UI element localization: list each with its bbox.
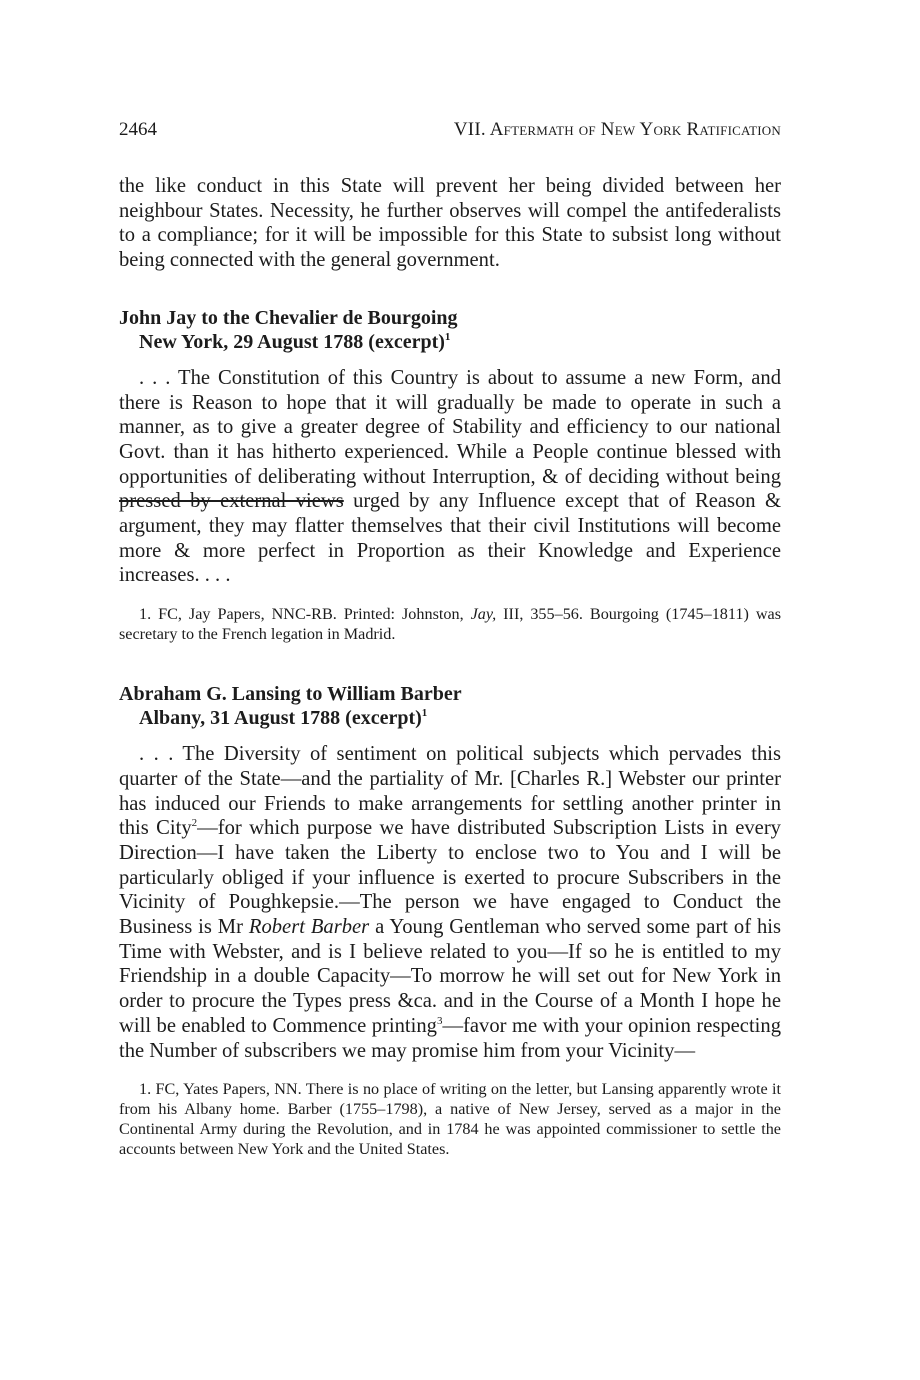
letter-heading-line1: John Jay to the Chevalier de Bourgoing bbox=[119, 306, 458, 329]
note-reference: 2 bbox=[191, 817, 198, 830]
letter-heading-line2 bbox=[119, 330, 781, 354]
letter-body bbox=[119, 742, 781, 1063]
letter-body-text: . . . The Diversity of sentiment on political subjects which pervades this quarter of the State—and the partiality of Mr. [Charles R.] Webster our printer has induced our Friends to make arrangements for settling another printer in this City bbox=[119, 743, 781, 840]
footnote-italic: Jay, bbox=[470, 605, 497, 624]
opening-paragraph-text: the like conduct in this State will prevent her being divided between her neighbour States. Necessity, he further observes will compel the antifederalists to a compliance; for it will be impossible for this State to subsist long without being connected with the general government. bbox=[119, 175, 781, 272]
page bbox=[119, 118, 781, 1159]
struck-text: pressed by external views bbox=[119, 490, 344, 513]
letter-lansing bbox=[119, 682, 781, 1159]
letter-jay bbox=[119, 306, 781, 644]
letter-heading bbox=[119, 306, 781, 354]
running-header bbox=[119, 118, 781, 142]
letter-body bbox=[119, 366, 781, 588]
italic-name: Robert Barber bbox=[248, 916, 370, 939]
page-number: 2464 bbox=[119, 119, 157, 140]
letter-heading-line2 bbox=[119, 706, 781, 730]
letter-body-text: a Young Gentleman who served some part of his Time with Webster, and is I believe related to you—If so he is entitled to my Friendship in a double Capacity—To morrow he will set out for New York in order to procure the Types press &ca. and in the Course of a Month I hope he will be enabled to Commence printing bbox=[119, 916, 781, 1037]
footnote-text: III, 355–56. Bourgoing (1745–1811) was secretary to the French legation in Madrid. bbox=[119, 605, 781, 644]
opening-paragraph bbox=[119, 174, 781, 273]
letter-heading-date: New York, 29 August 1788 (excerpt) bbox=[139, 330, 445, 353]
letter-body-text: —for which purpose we have distributed Subscription Lists in every Direction—I have taken the Liberty to enclose two to You and I will be particularly obliged if your influence is exerted to procure Subscribers in the Vicinity of Poughkepsie.—The person we have engaged to Conduct the Business is Mr bbox=[119, 817, 781, 939]
letter-heading-date: Albany, 31 August 1788 (excerpt) bbox=[139, 707, 422, 730]
letter-heading bbox=[119, 682, 781, 730]
note-reference: 1 bbox=[421, 707, 428, 720]
footnote bbox=[119, 604, 781, 644]
letter-heading-line1: Abraham G. Lansing to William Barber bbox=[119, 683, 462, 706]
footnote: 1. FC, Yates Papers, NN. There is no place of writing on the letter, but Lansing apparently wrote it from his Albany home. Barber (1755–1798), a native of New Jersey, served as a major in the Continental Army during the Revolution, and in 1784 he was appointed commissioner to settle the accounts between New York and the United States. bbox=[119, 1080, 781, 1159]
letter-body-text: . . . The Constitution of this Country is about to assume a new Form, and there is Reason to hope that it will gradually be made to operate in such a manner, as to give a greater degree of Stability and efficiency to our national Govt. than it has hitherto experienced. While a People continue blessed with opportunities of deliberating without Interruption, & of deciding without being bbox=[119, 366, 781, 488]
footnote-text: 1. FC, Jay Papers, NNC-RB. Printed: Johnston, bbox=[139, 605, 471, 624]
letter-body-text: —favor me with your opinion respecting the Number of subscribers we may promise him from your Vicinity— bbox=[119, 1014, 781, 1062]
note-reference: 1 bbox=[444, 330, 451, 343]
letter-body-text: urged by any Influence except that of Reason & argument, they may flatter themselves that their civil Institutions will become more & more perfect in Proportion as their Knowledge and Experience increases. . . . bbox=[119, 490, 781, 587]
note-reference: 3 bbox=[436, 1014, 443, 1027]
running-title: VII. Aftermath of New York Ratification bbox=[453, 119, 781, 140]
